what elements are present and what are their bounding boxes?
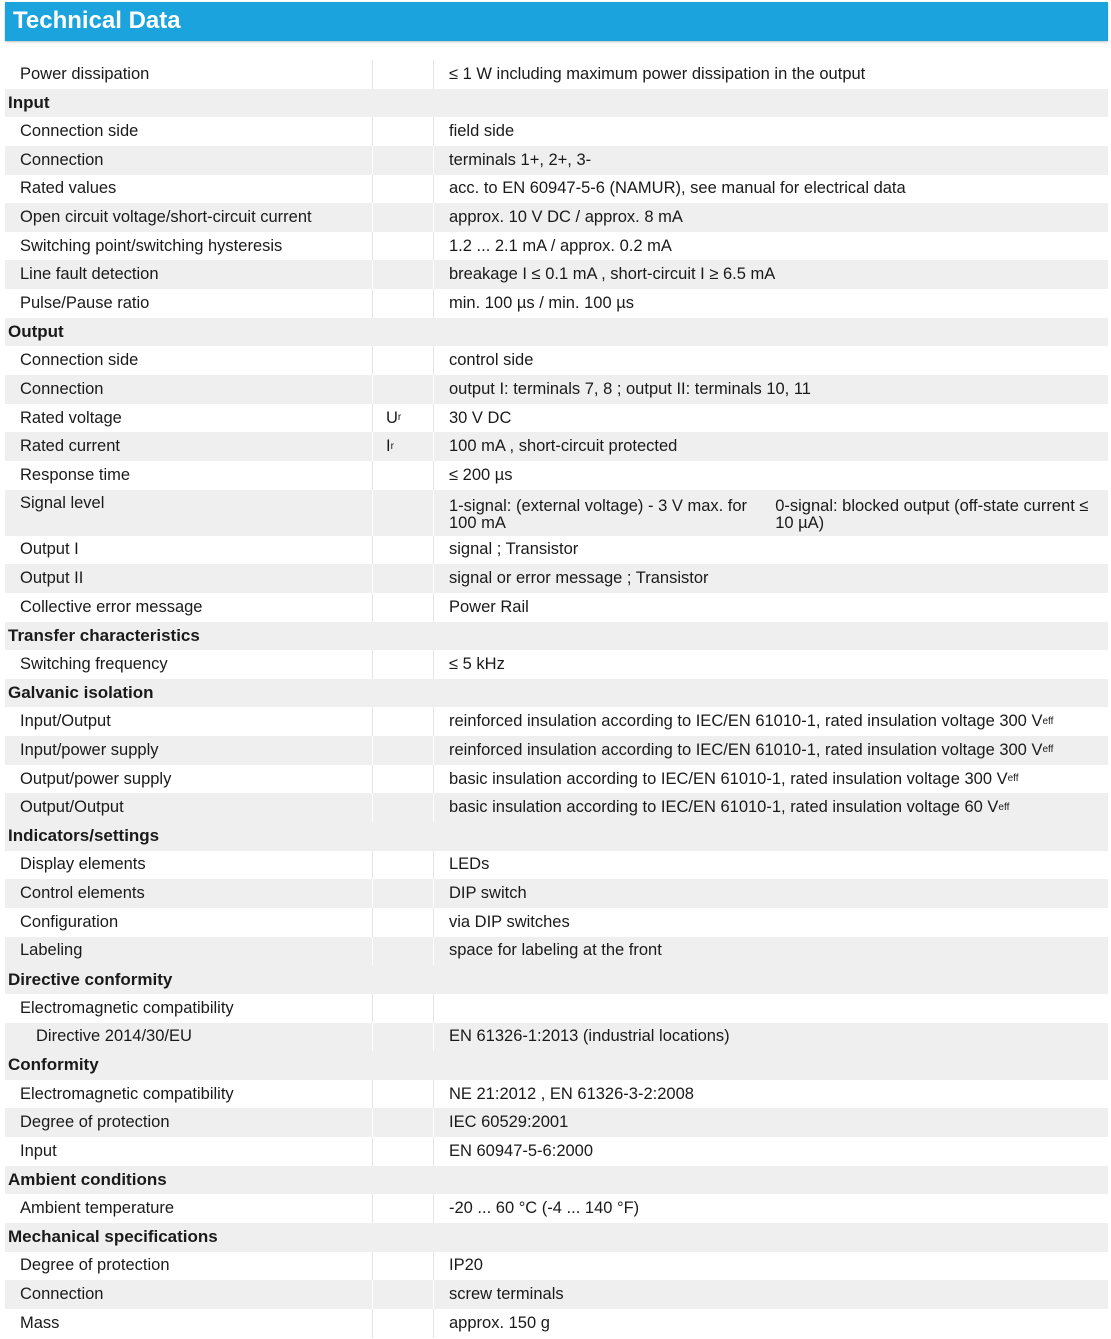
row-label: Output/Output [20, 798, 124, 817]
row-label: Switching frequency [20, 654, 168, 673]
row-symbol [372, 937, 434, 966]
section-title: Input [8, 92, 50, 112]
row-label: Response time [20, 465, 131, 484]
row-value [434, 1051, 1108, 1080]
table-row [5, 1080, 1108, 1109]
row-label: Output II [20, 569, 84, 588]
section-header [5, 622, 1108, 651]
table-row [5, 1108, 1108, 1137]
row-label: Degree of protection [20, 1256, 170, 1275]
row-label: Configuration [20, 912, 119, 931]
row-symbol [372, 622, 434, 651]
table-row [5, 1252, 1108, 1281]
row-symbol [372, 1166, 434, 1195]
row-label: Collective error message [20, 597, 203, 616]
section-title: Mechanical specifications [8, 1227, 218, 1247]
row-symbol [372, 117, 434, 146]
row-label: Switching point/switching hysteresis [20, 236, 283, 255]
row-value [434, 965, 1108, 994]
section-header [5, 822, 1108, 851]
section-title: Directive conformity [8, 969, 173, 989]
row-symbol [372, 89, 434, 118]
table-row [5, 146, 1108, 175]
row-symbol [372, 593, 434, 622]
row-value [434, 1166, 1108, 1195]
row-symbol [372, 1080, 434, 1109]
row-symbol [372, 822, 434, 851]
row-label: Input/Output [20, 712, 111, 731]
table-row [5, 536, 1108, 565]
row-value [434, 89, 1108, 118]
row-symbol [372, 965, 434, 994]
row-symbol [372, 232, 434, 261]
technical-data-table [5, 60, 1108, 1338]
row-symbol [372, 490, 434, 536]
table-row [5, 461, 1108, 490]
section-header [5, 679, 1108, 708]
row-symbol [372, 375, 434, 404]
row-value: 1.2 ... 2.1 mA / approx. 0.2 mA [449, 236, 672, 255]
table-row [5, 937, 1108, 966]
row-value: EN 60947-5-6:2000 [449, 1141, 594, 1160]
row-value: output I: terminals 7, 8 ; output II: terminals 10, 11 [449, 379, 811, 398]
row-symbol [372, 793, 434, 822]
table-row [5, 793, 1108, 822]
row-value: control side [449, 351, 534, 370]
row-value: terminals 1+, 2+, 3- [449, 150, 592, 169]
row-value: DIP switch [449, 884, 527, 903]
section-header [5, 1051, 1108, 1080]
table-row [5, 117, 1108, 146]
row-value: reinforced insulation according to IEC/EN 61010-1, rated insulation voltage 300 V eff [449, 712, 1054, 731]
section-title: Ambient conditions [8, 1170, 167, 1190]
row-value [434, 679, 1108, 708]
row-value: 30 V DC [449, 408, 512, 427]
row-symbol [372, 679, 434, 708]
table-row [5, 346, 1108, 375]
table-row [5, 593, 1108, 622]
row-value: breakage I ≤ 0.1 mA , short-circuit I ≥ 6.5 mA [449, 265, 776, 284]
table-row [5, 289, 1108, 318]
row-symbol [372, 1309, 434, 1338]
row-label: Labeling [20, 941, 83, 960]
table-row [5, 490, 1108, 536]
row-value: min. 100 µs / min. 100 µs [449, 293, 635, 312]
row-label: Connection side [20, 351, 139, 370]
row-label: Display elements [20, 855, 146, 874]
row-value: IEC 60529:2001 [449, 1113, 569, 1132]
row-symbol [372, 851, 434, 880]
row-label: Line fault detection [20, 265, 159, 284]
row-value: Power Rail [449, 597, 529, 616]
row-label: Connection [20, 1285, 104, 1304]
row-value [434, 994, 1108, 1023]
row-label: Open circuit voltage/short-circuit current [20, 208, 312, 227]
row-label: Degree of protection [20, 1113, 170, 1132]
row-symbol [372, 1194, 434, 1223]
row-symbol [372, 260, 434, 289]
row-value: EN 61326-1:2013 (industrial locations) [449, 1027, 730, 1046]
row-value: basic insulation according to IEC/EN 61010-1, rated insulation voltage 60 V eff [449, 798, 1010, 817]
row-symbol [372, 1252, 434, 1281]
row-symbol [372, 650, 434, 679]
row-label: Rated voltage [20, 408, 122, 427]
row-value: -20 ... 60 °C (-4 ... 140 °F) [449, 1199, 640, 1218]
section-header [5, 1166, 1108, 1195]
table-row [5, 404, 1108, 433]
table-row [5, 994, 1108, 1023]
table-row [5, 851, 1108, 880]
section-header [5, 89, 1108, 118]
table-row [5, 1194, 1108, 1223]
table-row [5, 260, 1108, 289]
row-value: IP20 [449, 1256, 483, 1275]
row-label: Connection [20, 150, 104, 169]
table-row [5, 375, 1108, 404]
row-symbol: I r [372, 432, 434, 461]
row-symbol [372, 707, 434, 736]
row-label: Electromagnetic compatibility [20, 1084, 234, 1103]
row-symbol [372, 765, 434, 794]
table-row [5, 707, 1108, 736]
row-value [434, 822, 1108, 851]
table-row [5, 765, 1108, 794]
table-row [5, 203, 1108, 232]
row-label: Pulse/Pause ratio [20, 293, 150, 312]
row-symbol [372, 564, 434, 593]
row-value: field side [449, 122, 515, 141]
section-header [5, 965, 1108, 994]
row-label: Output I [20, 540, 79, 559]
row-symbol [372, 461, 434, 490]
section-header [5, 318, 1108, 347]
row-value: 1-signal: (external voltage) - 3 V max. for 100 mA 0-signal: blocked output (off-state current ≤ 10 µA) [449, 497, 1089, 533]
table-row [5, 650, 1108, 679]
row-value: via DIP switches [449, 912, 570, 931]
row-value [434, 318, 1108, 347]
row-value: acc. to EN 60947-5-6 (NAMUR), see manual for electrical data [449, 179, 906, 198]
row-label: Control elements [20, 884, 145, 903]
row-symbol [372, 346, 434, 375]
table-row [5, 1309, 1108, 1338]
row-symbol [372, 1137, 434, 1166]
row-symbol [372, 289, 434, 318]
row-label: Connection [20, 379, 104, 398]
table-row [5, 908, 1108, 937]
row-label: Input/power supply [20, 740, 159, 759]
table-row [5, 736, 1108, 765]
row-symbol [372, 60, 434, 89]
section-title: Indicators/settings [8, 826, 160, 846]
row-label: Rated values [20, 179, 117, 198]
row-label: Directive 2014/30/EU [36, 1027, 192, 1046]
table-row [5, 879, 1108, 908]
row-label: Electromagnetic compatibility [20, 998, 234, 1017]
row-symbol [372, 1108, 434, 1137]
table-row [5, 564, 1108, 593]
row-symbol [372, 1051, 434, 1080]
row-symbol [372, 175, 434, 204]
row-value: signal ; Transistor [449, 540, 579, 559]
row-label: Output/power supply [20, 769, 172, 788]
row-symbol [372, 203, 434, 232]
row-value: 100 mA , short-circuit protected [449, 437, 678, 456]
row-symbol [372, 1280, 434, 1309]
row-label: Connection side [20, 122, 139, 141]
page-title: Technical Data [5, 2, 1108, 41]
row-symbol [372, 536, 434, 565]
row-value: basic insulation according to IEC/EN 61010-1, rated insulation voltage 300 V eff [449, 769, 1019, 788]
row-label: Input [20, 1141, 57, 1160]
row-label: Signal level [20, 493, 105, 512]
row-value [434, 622, 1108, 651]
section-title: Output [8, 322, 64, 342]
row-label: Power dissipation [20, 64, 150, 83]
section-title: Galvanic isolation [8, 683, 154, 703]
row-label: Ambient temperature [20, 1199, 175, 1218]
row-symbol [372, 146, 434, 175]
row-value: ≤ 5 kHz [449, 654, 505, 673]
table-row [5, 1280, 1108, 1309]
row-symbol [372, 994, 434, 1023]
table-row [5, 1023, 1108, 1052]
row-label: Mass [20, 1313, 60, 1332]
row-value: screw terminals [449, 1285, 564, 1304]
row-value: space for labeling at the front [449, 941, 662, 960]
row-symbol [372, 879, 434, 908]
table-row [5, 232, 1108, 261]
row-value: ≤ 1 W including maximum power dissipation in the output [449, 64, 866, 83]
row-symbol [372, 736, 434, 765]
row-value: ≤ 200 µs [449, 465, 513, 484]
table-row [5, 1137, 1108, 1166]
row-symbol [372, 908, 434, 937]
row-value: NE 21:2012 , EN 61326-3-2:2008 [449, 1084, 694, 1103]
section-title: Conformity [8, 1055, 99, 1075]
row-value: signal or error message ; Transistor [449, 569, 709, 588]
row-symbol [372, 1023, 434, 1052]
section-title: Transfer characteristics [8, 625, 200, 645]
row-value [434, 1223, 1108, 1252]
table-row [5, 175, 1108, 204]
row-value: approx. 150 g [449, 1313, 550, 1332]
table-row [5, 60, 1108, 89]
row-symbol [372, 318, 434, 347]
section-header [5, 1223, 1108, 1252]
row-value: reinforced insulation according to IEC/EN 61010-1, rated insulation voltage 300 V eff [449, 740, 1054, 759]
row-symbol: U r [372, 404, 434, 433]
row-symbol [372, 1223, 434, 1252]
table-row [5, 432, 1108, 461]
row-label: Rated current [20, 437, 120, 456]
row-value: LEDs [449, 855, 490, 874]
row-value: approx. 10 V DC / approx. 8 mA [449, 208, 683, 227]
